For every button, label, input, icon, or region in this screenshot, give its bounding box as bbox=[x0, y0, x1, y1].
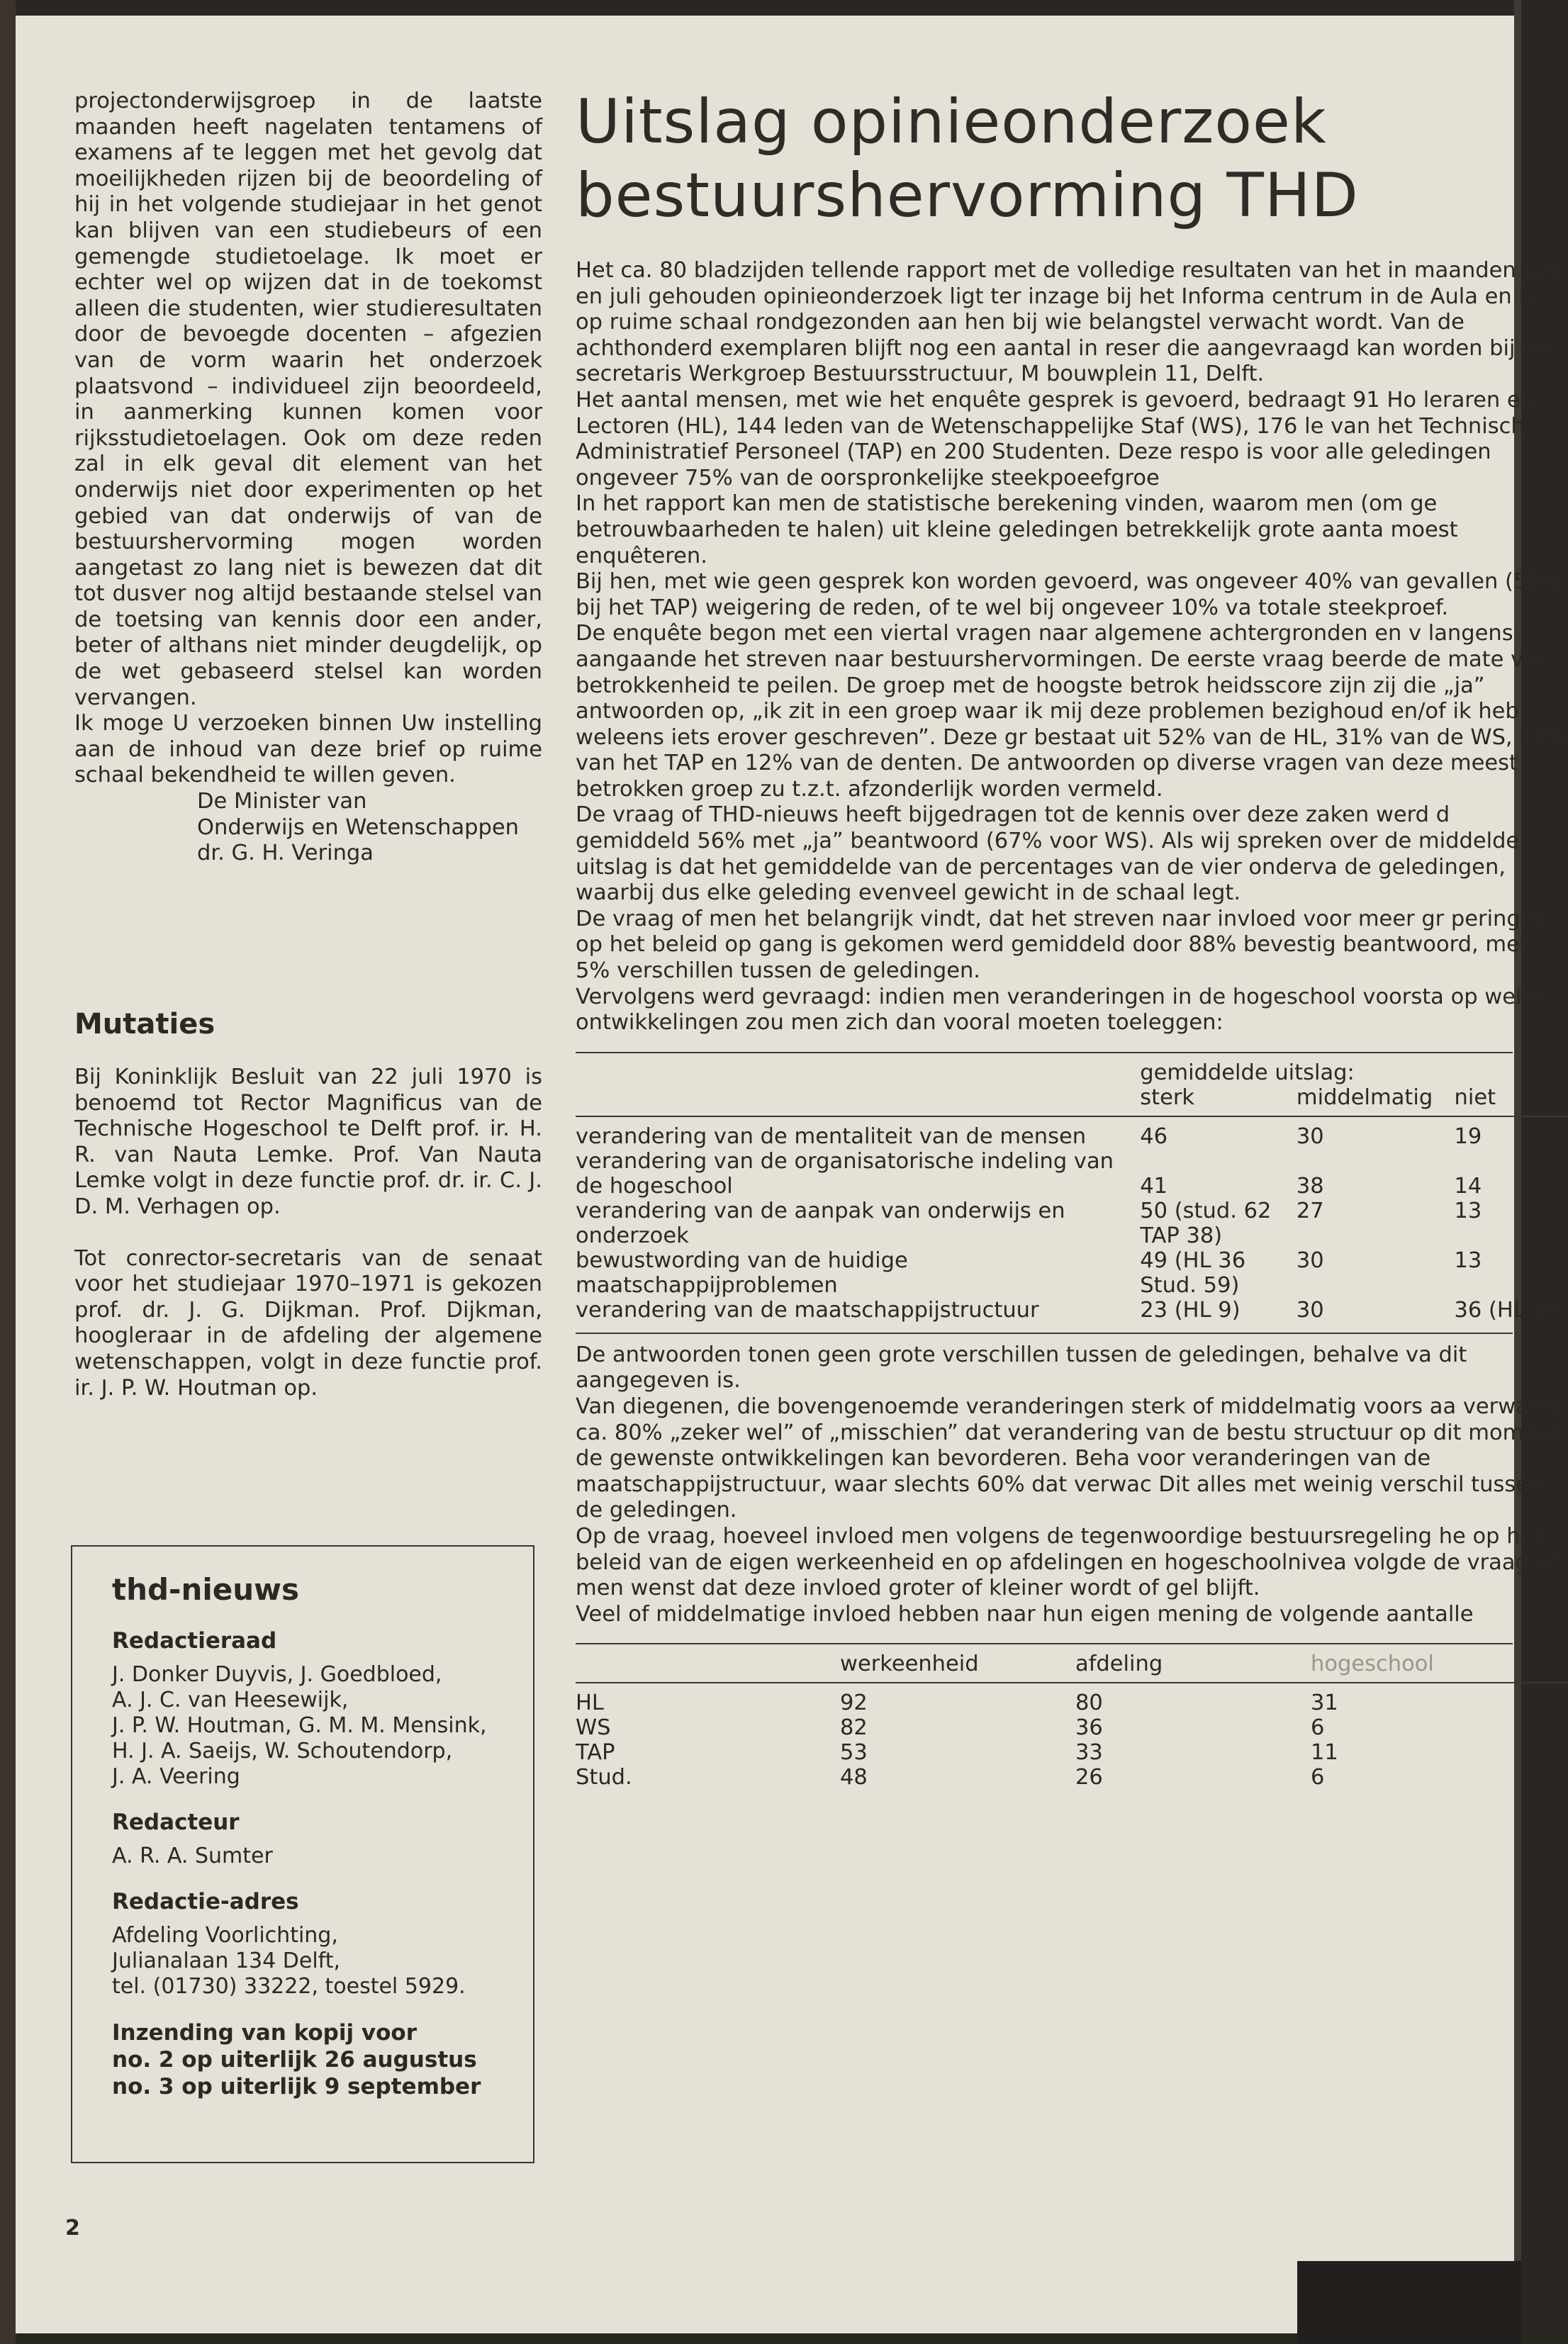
deadline-line: no. 2 op uiterlijk 26 augustus bbox=[112, 2047, 477, 2073]
row-label: verandering van de aanpak van onderwijs en onderzoek bbox=[576, 1198, 1065, 1248]
adres-line: Afdeling Voorlichting, bbox=[112, 1923, 338, 1948]
table-row bbox=[576, 1690, 1568, 1715]
article-column bbox=[576, 85, 1568, 1790]
article-paragraph: De vraag of men het belangrijk vindt, dat het streven naar invloed voor meer gr peringen op het beleid op gang is gekomen werd gemiddeld door 88% bevestig beantwoord, met 5% verschillen tussen de geledingen. bbox=[576, 906, 1547, 984]
redactieraad-line: A. J. C. van Heesewijk, bbox=[112, 1688, 349, 1712]
signature-line: De Minister van bbox=[197, 789, 367, 814]
cell-hogeschool: 31 bbox=[1311, 1690, 1338, 1716]
article-title bbox=[576, 85, 1513, 232]
cell-werkeenheid: 53 bbox=[840, 1740, 868, 1766]
deadline-line: Inzending van kopij voor bbox=[112, 2020, 418, 2046]
signature bbox=[197, 789, 542, 867]
table-rule bbox=[576, 1682, 1568, 1683]
cell-werkeenheid: 82 bbox=[840, 1715, 868, 1741]
mutaties-paragraph: Bij Koninklijk Besluit van 22 juli 1970 is benoemd tot Rector Magnificus van de Technische Hogeschool te Delft prof. ir. H. R. van Nauta Lemke. Prof. Van Nauta Lemke volgt in deze functie prof. dr. ir. C. J. D. M. Verhagen op. bbox=[74, 1065, 542, 1219]
adres-line: Julianalaan 134 Delft, bbox=[112, 1948, 340, 1973]
table-row bbox=[576, 1149, 1568, 1199]
article-paragraph: In het rapport kan men de statistische berekening vinden, waarom men (om ge betrouwbaarheden te halen) uit kleine geledingen betrekkelijk grote aanta moest enquêteren. bbox=[576, 491, 1458, 568]
redacteur-label: Redacteur bbox=[112, 1810, 240, 1835]
deadline-line: no. 3 op uiterlijk 9 september bbox=[112, 2074, 481, 2099]
title-line: Uitslag opinieonderzoek bbox=[576, 86, 1327, 157]
cell-afdeling: 36 bbox=[1075, 1715, 1103, 1741]
table-col-header: niet bbox=[1454, 1084, 1496, 1110]
article-paragraph: Bij hen, met wie geen gesprek kon worden gevoerd, was ongeveer 40% van gevallen (55% bij het TAP) weigering de reden, of te wel bij ongeveer 10% va totale steekproef. bbox=[576, 569, 1562, 620]
table-row bbox=[576, 1199, 1568, 1248]
cell-niet: 14 bbox=[1454, 1173, 1482, 1199]
article-body-1 bbox=[576, 258, 1568, 1036]
cell-middelmatig: 30 bbox=[1296, 1123, 1324, 1149]
table-col-header: sterk bbox=[1140, 1084, 1195, 1110]
row-label: bewustwording van de huidige maatschappijproblemen bbox=[576, 1247, 908, 1298]
cell-sterk: 49 (HL 36 Stud. 59) bbox=[1140, 1247, 1246, 1298]
cell-afdeling: 33 bbox=[1075, 1740, 1103, 1766]
article-paragraph: Van diegenen, die bovengenoemde veranderingen sterk of middelmatig voors aa verwacht ca. 80% „zeker wel” of „misschien” dat verandering van de bestu structuur op dit moment de gewenste ontwikkelingen kan bevorderen. Beha voor veranderingen van de maatschappijstructuur, waar slechts 60% dat verwac Dit alles met weinig verschil tussen de geledingen. bbox=[576, 1394, 1563, 1523]
cell-middelmatig: 38 bbox=[1296, 1173, 1324, 1199]
redactieraad-line: J. P. W. Houtman, G. M. M. Mensink, bbox=[112, 1713, 487, 1738]
cell-werkeenheid: 48 bbox=[840, 1765, 868, 1790]
letter-column bbox=[74, 89, 542, 867]
mutaties-heading: Mutaties bbox=[74, 1008, 215, 1041]
scan-left-edge bbox=[0, 0, 16, 2344]
cell-niet: 13 bbox=[1454, 1198, 1482, 1223]
table-col-header: afdeling bbox=[1075, 1652, 1163, 1677]
title-line: bestuurshervorming THD bbox=[576, 160, 1359, 231]
cell-afdeling: 26 bbox=[1075, 1765, 1103, 1790]
kopij-deadlines bbox=[112, 2019, 496, 2100]
redactieraad-line: H. J. A. Saeijs, W. Schoutendorp, bbox=[112, 1739, 453, 1763]
cell-afdeling: 80 bbox=[1075, 1690, 1103, 1716]
table-col-header: hogeschool bbox=[1311, 1652, 1434, 1677]
article-paragraph: Veel of middelmatige invloed hebben naar hun eigen mening de volgende aantalle bbox=[576, 1601, 1474, 1627]
article-body-2 bbox=[576, 1342, 1568, 1628]
adres-label: Redactie-adres bbox=[112, 1889, 299, 1914]
signature-line: Onderwijs en Wetenschappen bbox=[197, 814, 519, 840]
mutaties-paragraph: Tot conrector-secretaris van de senaat voor het studiejaar 1970–1971 is gekozen prof. dr. J. G. Dijkman. Prof. Dijkman, hoogleraar in de afdeling der algemene wetenschappen, volgt in deze functie prof. ir. J. P. W. Houtman op. bbox=[74, 1245, 542, 1401]
redactieraad-list bbox=[112, 1662, 496, 1790]
row-label: Stud. bbox=[576, 1765, 632, 1790]
table-row bbox=[576, 1124, 1568, 1149]
redacteur-name: A. R. A. Sumter bbox=[112, 1844, 273, 1868]
redactieraad-line: J. A. Veering bbox=[112, 1764, 240, 1789]
cell-niet: 36 (HL 49 bbox=[1454, 1297, 1560, 1323]
mutaties-section bbox=[74, 1065, 542, 1427]
table-col-header: middelmatig bbox=[1296, 1084, 1433, 1110]
cell-niet: 13 bbox=[1454, 1247, 1482, 1273]
cell-sterk: 46 bbox=[1140, 1123, 1168, 1149]
table-rule bbox=[576, 1052, 1513, 1053]
article-paragraph: Het ca. 80 bladzijden tellende rapport met de volledige resultaten van het in maanden juni en juli gehouden opinieonderzoek ligt ter inzage bij het Informa centrum in de Aula en is op ruime schaal rondgezonden aan hen bij wie belangstel verwacht wordt. Van de achthonderd exemplaren blijft nog een aantal in reser die aangevraagd kan worden bij de secretaris Werkgroep Bestuursstructuur, M bouwplein 11, Delft. bbox=[576, 258, 1563, 387]
row-label: verandering van de mentaliteit van de mensen bbox=[576, 1123, 1087, 1149]
table-rule bbox=[576, 1116, 1568, 1117]
cell-hogeschool: 11 bbox=[1311, 1740, 1338, 1766]
article-paragraph: De enquête begon met een viertal vragen naar algemene achtergronden en v langens aangaande het streven naar bestuurshervormingen. De eerste vraag beerde de mate van betrokkenheid te peilen. De groep met de hoogste betrok heidsscore zijn zij die „ja” antwoorden op, „ik zit in een groep waar ik mij deze problemen bezighoud en/of ik heb weleens iets erover geschreven”. Deze gr bestaat uit 52% van de HL, 31% van de WS, 15% van het TAP en 12% van de denten. De antwoorden op diverse vragen van deze meest betrokken groep zu t.z.t. afzonderlijk worden vermeld. bbox=[576, 621, 1568, 802]
cell-hogeschool: 6 bbox=[1311, 1765, 1325, 1790]
row-label: WS bbox=[576, 1715, 611, 1741]
table-row bbox=[576, 1298, 1568, 1323]
cell-middelmatig: 30 bbox=[1296, 1247, 1324, 1273]
table-rule bbox=[576, 1333, 1513, 1334]
cell-hogeschool: 6 bbox=[1311, 1715, 1325, 1741]
table-row bbox=[576, 1715, 1568, 1740]
row-label: HL bbox=[576, 1690, 604, 1716]
table-veranderingen bbox=[576, 1060, 1568, 1323]
article-paragraph: De vraag of THD-nieuws heeft bijgedragen tot de kennis over deze zaken werd d gemiddeld 56% met „ja” beantwoord (67% voor WS). Als wij spreken over de middelde uitslag is dat het gemiddelde van de percentages van de vier onderva de geledingen, waarbij dus elke geleding evenveel gewicht in de schaal legt. bbox=[576, 802, 1520, 906]
colophon-box bbox=[71, 1545, 534, 2163]
cell-middelmatig: 27 bbox=[1296, 1198, 1324, 1223]
table-row bbox=[576, 1248, 1568, 1298]
article-paragraph: Op de vraag, hoeveel invloed men volgens de tegenwoordige bestuursregeling he op het beleid van de eigen werkeenheid en op afdelingen en hogeschoolnivea volgde de vraag of men wenst dat deze invloed groter of kleiner wordt of gel blijft. bbox=[576, 1523, 1557, 1601]
cell-sterk: 50 (stud. 62 TAP 38) bbox=[1140, 1198, 1272, 1248]
row-label: TAP bbox=[576, 1740, 615, 1766]
scan-corner-shadow bbox=[1297, 2261, 1521, 2344]
row-label: verandering van de organisatorische indeling van de hogeschool bbox=[576, 1148, 1114, 1199]
colophon-title: thd-nieuws bbox=[112, 1572, 299, 1607]
article-paragraph: Vervolgens werd gevraagd: indien men veranderingen in de hogeschool voorsta op welke ontwikkelingen zou men zich dan vooral moeten toeleggen: bbox=[576, 984, 1547, 1036]
cell-werkeenheid: 92 bbox=[840, 1690, 868, 1716]
redactieraad-line: J. Donker Duyvis, J. Goedbloed, bbox=[112, 1662, 442, 1687]
letter-paragraph: projectonderwijsgroep in de laatste maanden heeft nagelaten tentamens of examens af te leggen met het gevolg dat moeilijkheden rijzen bij de beoordeling of hij in het volgende studiejaar in het genot kan blijven van een studiebeurs of een gemengde studietoelage. Ik moet er echter wel op wijzen dat in de toekomst alleen die studenten, wier studieresultaten door de bevoegde docenten – afgezien van de vorm waarin het onderzoek plaatsvond – individueel zijn beoordeeld, in aanmerking kunnen komen voor rijksstudietoelagen. Ook om deze reden zal in elk geval dit element van het onderwijs niet door experimenten op het gebied van dat onderwijs of van de bestuurshervorming mogen worden aangetast zo lang niet is bewezen dat dit tot dusver nog altijd bestaande stelsel van de toetsing van kennis door een ander, beter of althans niet minder deugdelijk, op de wet gebaseerd stelsel kan worden vervangen. bbox=[74, 89, 542, 710]
article-paragraph: Het aantal mensen, met wie het enquête gesprek is gevoerd, bedraagt 91 Ho leraren en Lectoren (HL), 144 leden van de Wetenschappelijke Staf (WS), 176 le van het Technisch Administratief Personeel (TAP) en 200 Studenten. Deze respo is voor alle geledingen ongeveer 75% van de oorspronkelijke steekpoeefgroe bbox=[576, 387, 1535, 490]
table-group-header: gemiddelde uitslag: bbox=[1140, 1060, 1355, 1085]
cell-middelmatig: 30 bbox=[1296, 1297, 1324, 1323]
cell-sterk: 23 (HL 9) bbox=[1140, 1297, 1241, 1323]
table-rule bbox=[576, 1643, 1513, 1644]
table-invloed bbox=[576, 1652, 1568, 1790]
signature-line: dr. G. H. Veringa bbox=[197, 841, 374, 866]
table-col-header: werkeenheid bbox=[840, 1652, 979, 1677]
table-row bbox=[576, 1765, 1568, 1790]
row-label: verandering van de maatschappijstructuur bbox=[576, 1297, 1039, 1323]
article-paragraph: De antwoorden tonen geen grote verschillen tussen de geledingen, behalve va dit aangegeven is. bbox=[576, 1342, 1467, 1393]
table-row bbox=[576, 1740, 1568, 1765]
cell-sterk: 41 bbox=[1140, 1173, 1168, 1199]
adres-block bbox=[112, 1923, 496, 2000]
redactieraad-label: Redactieraad bbox=[112, 1628, 277, 1654]
adres-line: tel. (01730) 33222, toestel 5929. bbox=[112, 1974, 466, 1999]
letter-paragraph: Ik moge U verzoeken binnen Uw instelling aan de inhoud van deze brief op ruime schaal bekendheid te willen geven. bbox=[74, 711, 542, 788]
page-number: 2 bbox=[65, 2216, 80, 2241]
cell-niet: 19 bbox=[1454, 1123, 1482, 1149]
